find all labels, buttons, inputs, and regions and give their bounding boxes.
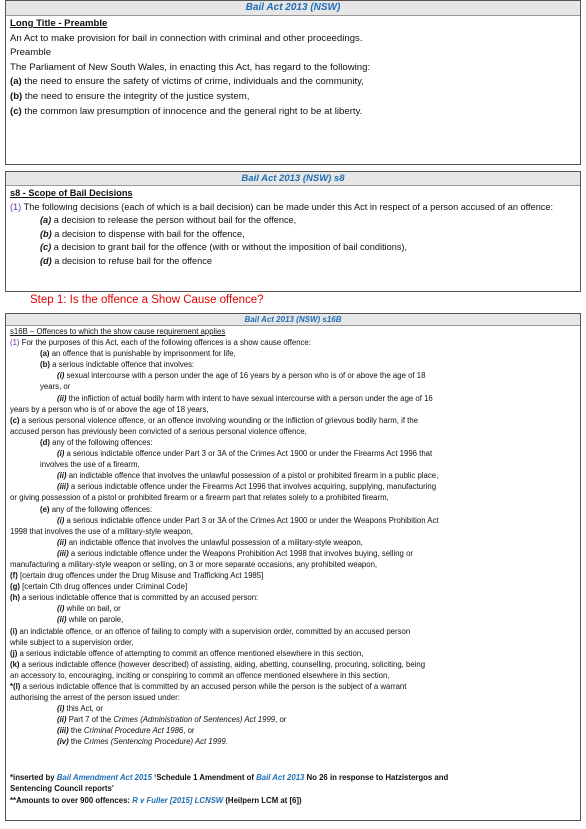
s16b-item-l-iii — [10, 725, 576, 736]
item-label: (i) — [57, 604, 65, 614]
item-text: this Act, or — [64, 704, 103, 714]
s16b-item-h-ii — [10, 614, 576, 625]
footnote-link[interactable]: R v Fuller [2015] LCNSW — [132, 796, 224, 805]
s16b-item-c — [10, 415, 576, 426]
s8-item-b — [10, 228, 576, 242]
s16b-item-k — [10, 659, 576, 670]
item-label: (d) — [40, 437, 50, 447]
item-text: a serious personal violence offence, or an offence involving wounding or the infliction of grievous bodily harm, if the — [19, 415, 418, 425]
s16b-item-e-i — [10, 515, 576, 526]
s8-intro — [10, 201, 576, 215]
footnote-text: ‘Schedule 1 Amendment of — [151, 773, 257, 782]
item-label: (i) — [57, 704, 65, 714]
preamble-item-a — [10, 75, 576, 90]
item-text: , or — [275, 715, 287, 725]
item-text: a decision to refuse bail for the offence — [51, 255, 212, 266]
item-continuation: accused person has previously been convicted of a serious personal violence offence, — [10, 426, 307, 436]
item-text: any of the following offences: — [49, 504, 153, 514]
subsection-number: (1) — [10, 338, 20, 348]
s8-item-c — [10, 241, 576, 255]
item-text: the need to ensure the integrity of the justice system, — [22, 90, 250, 102]
item-text: an indictable offence that involves the unlawful possession of a military-style weapon, — [66, 537, 363, 547]
s8-box — [5, 171, 581, 292]
item-label: (ii) — [57, 537, 67, 547]
item-label: (h) — [10, 593, 20, 603]
item-continuation: or giving possession of a pistol or prohibited firearm or a firearm part that relates solely to a prohibited firearm, — [10, 493, 389, 503]
item-text: a serious indictable offence (however described) of assisting, aiding, abetting, counselling, procuring, soliciting, being — [19, 659, 426, 669]
item-text: the common law presumption of innocence and the general right to be at liberty. — [21, 105, 363, 117]
item-text: [certain Cth drug offences under Criminal Code] — [19, 582, 188, 592]
item-label: (c) — [10, 415, 20, 425]
item-label: (ii) — [57, 393, 67, 403]
item-label: (ii) — [57, 615, 67, 625]
preamble-line: Preamble — [10, 47, 52, 59]
item-text: a serious indictable offence of attempting to commit an offence mentioned elsewhere in this section, — [17, 648, 364, 658]
s16b-item-i — [10, 626, 576, 637]
item-text: an indictable offence, or an offence of failing to comply with a supervision order, committed by an accused person — [17, 626, 411, 636]
item-label: (b) — [40, 360, 50, 370]
item-text: a serious indictable offence under the Weapons Prohibition Act 1998 that involves buying, selling or — [68, 548, 413, 558]
footnote-link[interactable]: Bail Act 2013 — [256, 773, 305, 782]
s16b-item-l-ii — [10, 714, 576, 725]
item-continuation: authorising the arrest of the person issued under: — [10, 693, 180, 703]
s16b-body — [6, 326, 580, 748]
s16b-box — [5, 313, 581, 821]
step-heading: Step 1: Is the offence a Show Cause offence? — [30, 294, 264, 306]
item-label: (e) — [40, 504, 50, 514]
act-name: Crimes (Sentencing Procedure) Act 1999 — [83, 737, 226, 747]
item-label: (b) — [40, 228, 52, 239]
item-continuation: years, or — [40, 382, 71, 392]
item-label: (iii) — [57, 482, 69, 492]
item-label: *(l) — [10, 682, 21, 691]
item-text: a serious indictable offence that is committed by an accused person: — [19, 593, 259, 603]
s8-item-d — [10, 255, 576, 269]
s16b-item-a — [10, 348, 576, 359]
footnote-link[interactable]: Bail Amendment Act 2015 — [56, 773, 152, 782]
s8-header: Bail Act 2013 (NSW) s8 — [6, 172, 580, 186]
s16b-item-e — [10, 504, 576, 515]
preamble-line: An Act to make provision for bail in connection with criminal and other proceedings. — [10, 32, 363, 44]
s16b-item-b-i — [10, 370, 576, 381]
item-text: while on bail, or — [64, 604, 121, 614]
item-label: (i) — [57, 371, 65, 381]
preamble-header: Bail Act 2013 (NSW) — [6, 1, 580, 16]
item-text: a serious indictable offence under Part 3 or 3A of the Crimes Act 1900 or under the Weapons Prohibition Act — [64, 515, 439, 525]
item-text: a decision to grant bail for the offence (with or without the imposition of bail conditions), — [51, 242, 408, 253]
item-label: (a) — [40, 349, 50, 359]
footnote-text: *inserted by — [10, 773, 57, 782]
s16b-item-d — [10, 437, 576, 448]
item-text: any of the following offences: — [49, 437, 153, 447]
item-text: a serious indictable offence that involves: — [49, 360, 195, 370]
item-text: Part 7 of the — [66, 715, 114, 725]
item-label: (c) — [10, 105, 22, 117]
item-text: a serious indictable offence under the Firearms Act 1996 that involves acquiring, supplying, manufacturing — [68, 482, 437, 492]
item-label: (d) — [40, 255, 52, 266]
item-label: (a) — [10, 76, 22, 88]
s16b-item-d-iii — [10, 481, 576, 492]
item-text: an offence that is punishable by imprisonment for life, — [49, 349, 236, 359]
s16b-item-b-ii — [10, 393, 576, 404]
footnote-text: (Heilpern LCM at [6]) — [223, 796, 302, 805]
item-text: . — [225, 737, 228, 747]
item-label: (k) — [10, 659, 20, 669]
preamble-item-b — [10, 90, 576, 105]
intro-text: The following decisions (each of which is a bail decision) can be made under this Act in respect of a person accused of an offence: — [21, 201, 554, 212]
act-name: Crimes (Administration of Sentences) Act 1999 — [113, 715, 276, 725]
item-label: (iii) — [57, 548, 69, 558]
item-continuation: 1998 that involves the use of a military-style weapon, — [10, 526, 193, 536]
intro-text: For the purposes of this Act, each of the following offences is a show cause offence: — [19, 338, 311, 348]
item-continuation: years by a person who is of or above the age of 18 years, — [10, 404, 209, 414]
s16b-item-l-i — [10, 703, 576, 714]
item-text: , or — [183, 726, 195, 736]
item-label: (i) — [57, 449, 65, 459]
s16b-item-d-i — [10, 448, 576, 459]
s16b-item-h — [10, 592, 576, 603]
s8-title: s8 - Scope of Bail Decisions — [10, 188, 133, 198]
item-label: (g) — [10, 582, 20, 592]
s16b-item-f — [10, 570, 576, 581]
item-text: the — [68, 737, 84, 747]
act-name: Criminal Procedure Act 1986 — [83, 726, 184, 736]
item-label: (iv) — [57, 737, 69, 747]
s16b-intro — [10, 337, 576, 348]
item-continuation: involves the use of a firearm, — [40, 460, 140, 470]
s16b-item-e-ii — [10, 537, 576, 548]
s16b-item-l — [10, 681, 576, 692]
item-text: [certain drug offences under the Drug Misuse and Trafficking Act 1985] — [17, 571, 264, 581]
item-text: an indictable offence that involves the unlawful possession of a pistol or prohibited firearm in a public place, — [66, 471, 439, 481]
item-text: a decision to dispense with bail for the offence, — [51, 228, 245, 239]
item-label: (c) — [40, 242, 52, 253]
item-text: a serious indictable offence that is committed by an accused person while the person is the subject of a warrant — [20, 682, 407, 691]
item-text: a decision to release the person without bail for the offence, — [51, 215, 297, 226]
s16b-item-g — [10, 581, 576, 592]
s16b-item-l-iv — [10, 736, 576, 747]
s16b-item-d-ii — [10, 470, 576, 481]
s16b-item-j — [10, 648, 576, 659]
s16b-title: s16B – Offences to which the show cause requirement applies — [10, 327, 226, 336]
s16b-item-b — [10, 359, 576, 370]
preamble-body — [6, 16, 580, 120]
preamble-title: Long Title - Preamble — [10, 18, 108, 29]
item-label: (i) — [10, 626, 18, 636]
s8-body — [6, 186, 580, 270]
s8-item-a — [10, 214, 576, 228]
preamble-line: The Parliament of New South Wales, in enacting this Act, has regard to the following: — [10, 61, 371, 73]
footnote-1 — [10, 772, 448, 794]
item-label: (f) — [10, 571, 18, 581]
s16b-item-h-i — [10, 603, 576, 614]
item-label: (b) — [10, 90, 23, 102]
s16b-item-e-iii — [10, 548, 576, 559]
item-text: a serious indictable offence under Part 3 or 3A of the Crimes Act 1900 or under the Firearms Act 1996 that — [64, 449, 433, 459]
preamble-item-c — [10, 105, 576, 120]
item-text: the — [68, 726, 84, 736]
item-text: while on parole, — [66, 615, 124, 625]
s16b-header: Bail Act 2013 (NSW) s16B — [6, 314, 580, 326]
item-text: the infliction of actual bodily harm with intent to have sexual intercourse with a person under the age of 16 — [66, 393, 433, 403]
item-continuation: while subject to a supervision order, — [10, 637, 134, 647]
footnote-text: **Amounts to over 900 offences: — [10, 796, 133, 805]
item-label: (ii) — [57, 715, 67, 725]
item-continuation: manufacturing a military-style weapon or selling, on 3 or more separate occasions, any prohibited weapon, — [10, 559, 378, 569]
item-text: sexual intercourse with a person under the age of 16 years by a person who is of or above the age of 18 — [64, 371, 426, 381]
item-text: the need to ensure the safety of victims of crime, individuals and the community, — [21, 76, 364, 88]
footnote-2 — [10, 795, 302, 806]
footnote-text: Sentencing Council reports’ — [10, 784, 114, 793]
subsection-number: (1) — [10, 201, 22, 212]
item-label: (iii) — [57, 726, 69, 736]
item-label: (j) — [10, 648, 18, 658]
footnote-text: No 26 in response to Hatzistergos and — [304, 773, 449, 782]
item-continuation: an accessory to, encouraging, inciting or conspiring to commit an offence mentioned elsewhere in this section, — [10, 670, 390, 680]
preamble-box — [5, 0, 581, 165]
item-label: (i) — [57, 515, 65, 525]
item-label: (a) — [40, 215, 52, 226]
item-label: (ii) — [57, 471, 67, 481]
